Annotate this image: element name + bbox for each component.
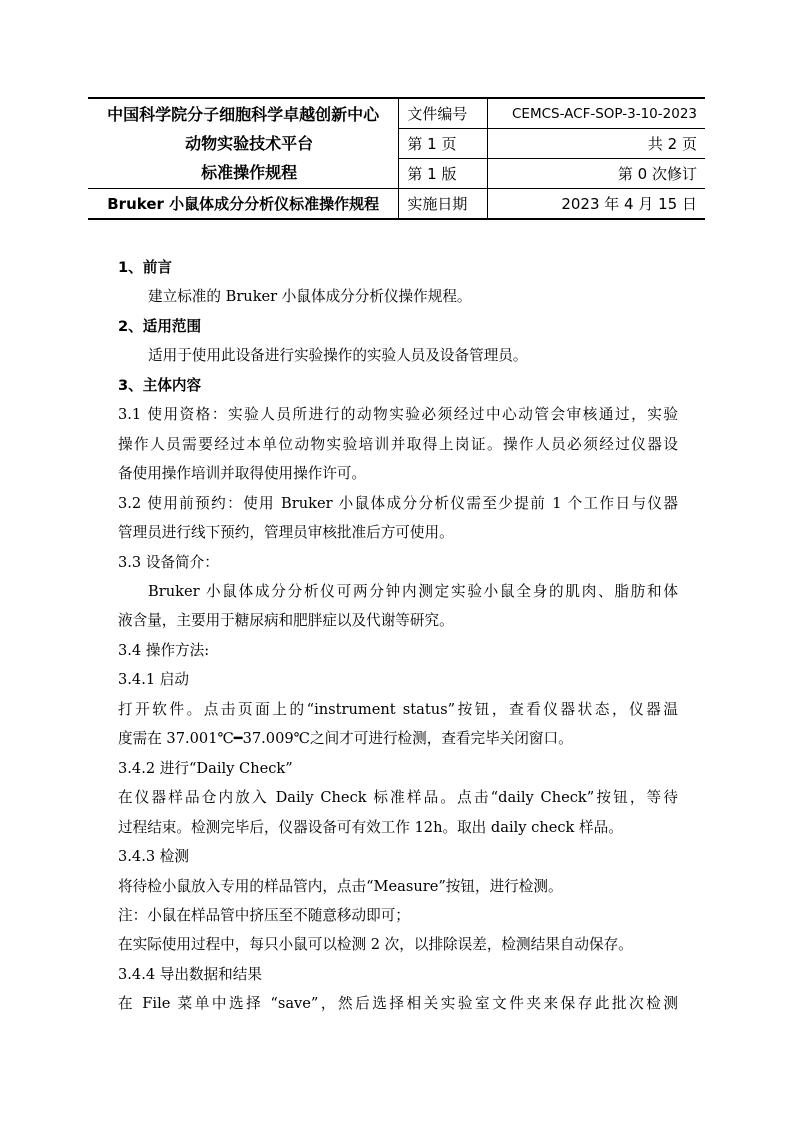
text-line: 在仪器样品仓内放入 Daily Check 标准样品。点击“daily Check”按钮，等待 (118, 789, 678, 807)
text-line: 适用于使用此设备进行实验操作的实验人员及设备管理员。 (148, 347, 528, 365)
text-line: 在 File 菜单中选择 “save”，然后选择相关实验室文件夹来保存此批次检测 (118, 995, 678, 1013)
paragraph (118, 930, 678, 959)
paragraph (118, 489, 678, 548)
document-subject: Bruker 小鼠体成分分析仪标准操作规程 (88, 189, 399, 220)
revision: 第 0 次修订 (488, 159, 705, 189)
doc-number-label: 文件编号 (399, 98, 488, 129)
paragraph (118, 901, 678, 930)
section-heading (118, 371, 678, 400)
organization-name: 中国科学院分子细胞科学卓越创新中心 (107, 105, 380, 124)
effective-date-label: 实施日期 (399, 189, 488, 220)
text-line: 操作人员需要经过本单位动物实验培训并取得上岗证。操作人员必须经过仪器设 (118, 435, 678, 453)
section-heading (118, 253, 678, 282)
paragraph (118, 783, 678, 842)
page-number: 第 1 页 (399, 129, 488, 159)
text-line: 3、主体内容 (118, 376, 202, 394)
paragraph (118, 577, 678, 636)
page-total: 共 2 页 (488, 129, 705, 159)
paragraph (118, 341, 678, 370)
text-line: Bruker 小鼠体成分分析仪可两分钟内测定实验小鼠全身的肌肉、脂肪和体 (148, 582, 678, 600)
effective-date: 2023 年 4 月 15 日 (488, 189, 705, 220)
document-header-table (88, 97, 705, 220)
text-line: 3.4 操作方法: (118, 641, 210, 659)
edition: 第 1 版 (399, 159, 488, 189)
text-line: 3.4.2 进行“Daily Check” (118, 759, 293, 777)
organization-block (88, 98, 399, 189)
text-line: 3.2 使用前预约：使用 Bruker 小鼠体成分分析仪需至少提前 1 个工作日与仪器 (118, 494, 678, 512)
text-line: 3.4.1 启动 (118, 671, 189, 689)
text-line: 建立标准的 Bruker 小鼠体成分分析仪操作规程。 (148, 288, 472, 306)
section-heading (118, 312, 678, 341)
platform-name: 动物实验技术平台 (185, 134, 314, 153)
paragraph (118, 754, 678, 783)
paragraph (118, 636, 678, 665)
paragraph (118, 842, 678, 871)
text-line: 3.4.3 检测 (118, 848, 189, 866)
text-line: 注：小鼠在样品管中挤压至不随意移动即可； (118, 906, 410, 924)
text-line: 过程结束。检测完毕后，仪器设备可有效工作 12h。取出 daily check 样品。 (118, 818, 623, 836)
paragraph (118, 400, 678, 488)
paragraph (118, 989, 678, 1018)
document-type: 标准操作规程 (201, 163, 298, 182)
text-line: 1、前言 (118, 259, 172, 276)
text-line: 度需在 37.001℃━37.009℃之间才可进行检测，查看完毕关闭窗口。 (118, 730, 573, 748)
paragraph (118, 665, 678, 694)
paragraph (118, 695, 678, 754)
text-line: 管理员进行线下预约，管理员审核批准后方可使用。 (118, 524, 454, 542)
text-line: 液含量，主要用于糖尿病和肥胖症以及代谢等研究。 (118, 612, 454, 630)
paragraph (118, 282, 678, 311)
text-line: 打开软件。点击页面上的“instrument status”按钮，查看仪器状态，仪器温 (118, 700, 678, 718)
text-line: 在实际使用过程中，每只小鼠可以检测 2 次，以排除误差，检测结果自动保存。 (118, 936, 633, 954)
text-line: 3.3 设备简介： (118, 553, 219, 571)
text-line: 3.1 使用资格：实验人员所进行的动物实验必须经过中心动管会审核通过，实验 (118, 406, 678, 424)
doc-number: CEMCS-ACF-SOP-3-10-2023 (488, 98, 705, 129)
paragraph (118, 960, 678, 989)
paragraph (118, 872, 678, 901)
text-line: 3.4.4 导出数据和结果 (118, 965, 262, 983)
document-body (118, 253, 678, 1019)
text-line: 将待检小鼠放入专用的样品管内，点击“Measure”按钮，进行检测。 (118, 877, 563, 895)
text-line: 2、适用范围 (118, 317, 202, 335)
paragraph (118, 548, 678, 577)
text-line: 备使用操作培训并取得使用操作许可。 (118, 465, 367, 483)
